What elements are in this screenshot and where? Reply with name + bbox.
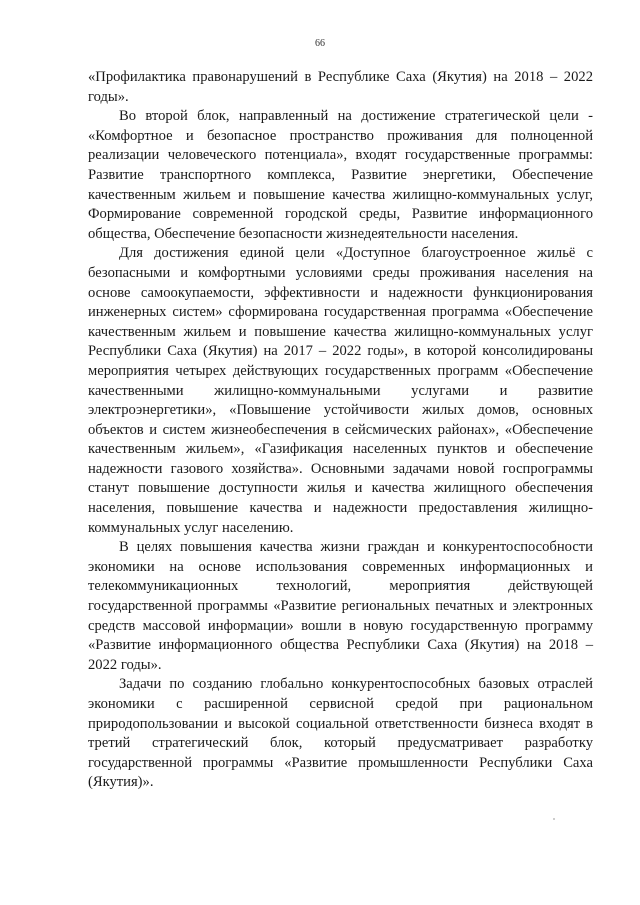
page-number: 66 <box>315 38 325 49</box>
paragraph-3: Для достижения единой цели «Доступное благоустроенное жильё с безопасными и комфортными условиями среды проживания населения на основе самоокупаемости, эффективности и надежности функционирования инженерных систем» сформирована государственная программа «Обеспечение качественным жильем и повышение качества жилищно-коммунальных услуг Республики Саха (Якутия) на 2017 – 2022 годы», в которой консолидированы мероприятия четырех действующих государственных программ «Обеспечение качественными жилищно-коммунальными услугами и развитие электроэнергетики», «Повышение устойчивости жилых домов, основных объектов и систем жизнеобеспечения в сейсмических районах», «Обеспечение качественным жильем», «Газификация населенных пунктов и обеспечение надежности газового хозяйства». Основными задачами новой госпрограммы станут повышение доступности жилья и качества жилищного обеспечения населения, повышение качества и надежности предоставления жилищно-коммунальных услуг населению. <box>88 245 593 536</box>
paragraph-1: «Профилактика правонарушений в Республике Саха (Якутия) на 2018 – 2022 годы». <box>88 69 593 105</box>
body-text <box>88 68 593 793</box>
paragraph-5: Задачи по созданию глобально конкурентоспособных базовых отраслей экономики с расширенной сервисной средой при рациональном природопользовании и высокой социальной ответственности бизнеса входят в третий стратегический блок, который предусматривает разработку государственной программы «Развитие промышленности Республики Саха (Якутия)». <box>88 676 593 791</box>
scan-speck <box>553 818 555 820</box>
paragraph-2: Во второй блок, направленный на достижение стратегической цели - «Комфортное и безопасное пространство проживания для полноценной реализации человеческого потенциала», входят государственные программы: Развитие транспортного комплекса, Развитие энергетики, Обеспечение качественным жильем и повышение качества жилищно-коммунальных услуг, Формирование современной городской среды, Развитие информационного общества, Обеспечение безопасности жизнедеятельности населения. <box>88 108 593 242</box>
paragraph-4: В целях повышения качества жизни граждан и конкурентоспособности экономики на основе использования современных информационных и телекоммуникационных технологий, мероприятия действующей государственной программы «Развитие региональных печатных и электронных средств массовой информации» вошли в новую государственную программу «Развитие информационного общества Республики Саха (Якутия) на 2018 – 2022 годы». <box>88 539 593 673</box>
